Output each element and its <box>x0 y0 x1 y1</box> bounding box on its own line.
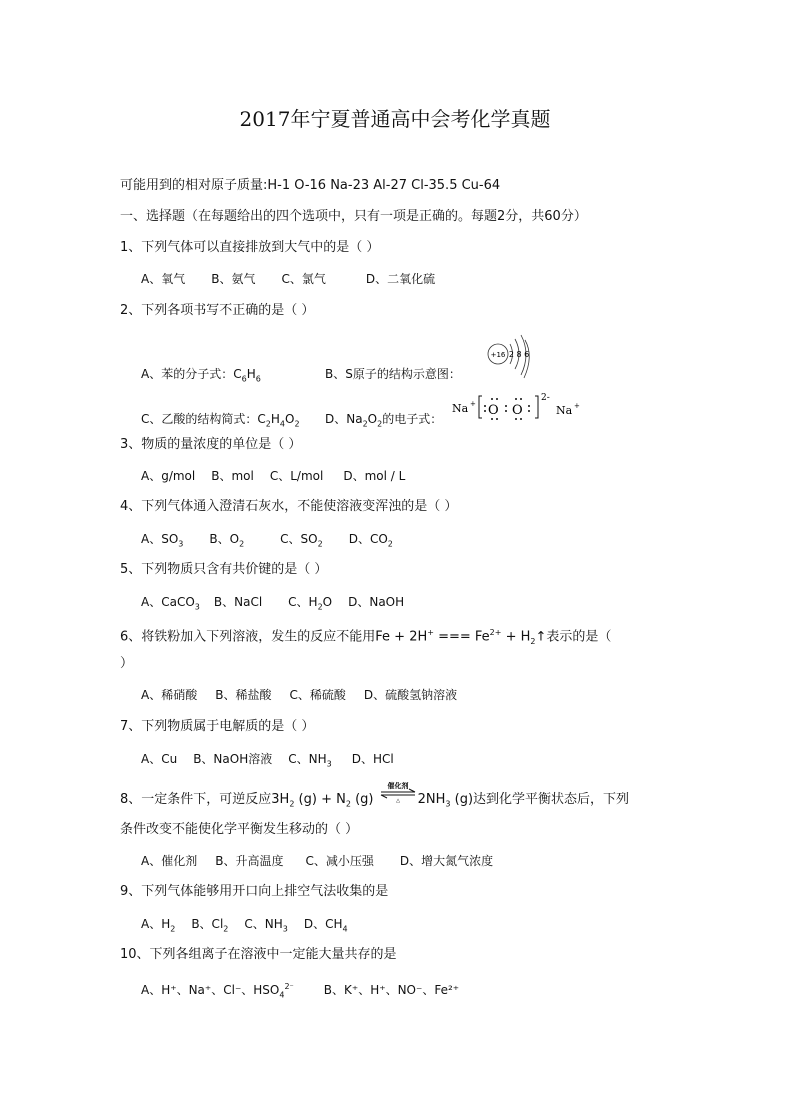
question-8-stem: 8、一定条件下，可逆反应$3H_2$ $(g) + N_2$ (g) 催化剂 △ $2NH_3$ (g)达到化学平衡状态后，下列 <box>120 782 630 809</box>
question-5-stem: 5、下列物质只含有共价键的是（ ） <box>120 562 328 577</box>
option-a: A、催化剂 <box>141 854 198 868</box>
question-8-options <box>141 852 519 870</box>
option-d: D、硫酸氢钠溶液 <box>363 688 458 702</box>
option-d: D、HCl <box>351 752 394 766</box>
question-7-options <box>141 750 420 773</box>
question-10-options <box>141 978 485 1004</box>
question-8-stem-cont: 条件改变不能使化学平衡发生移动的（ ） <box>120 822 359 837</box>
option-a: A、g/mol <box>141 469 196 483</box>
option-d: D、NaOH <box>348 595 405 609</box>
option-c: C、$SO_2$ <box>280 532 323 549</box>
option-b: B、$Cl_2$ <box>191 917 229 934</box>
shell-label: 2 8 6 <box>508 350 530 359</box>
option-a: A、H⁺、Na⁺、Cl⁻、$HSO_4^{2^-}$ <box>141 982 294 1000</box>
option-b: B、升高温度 <box>215 854 284 868</box>
question-1-stem: 1、下列气体可以直接排放到大气中的是（ ） <box>120 240 380 255</box>
svg-text:O: O <box>488 403 499 418</box>
svg-text:Na: Na <box>452 402 469 415</box>
question-3-options <box>141 467 431 485</box>
svg-text:△: △ <box>395 798 400 803</box>
question-5-options <box>141 593 430 616</box>
question-2-option-b: B、S原子的结构示意图： <box>325 367 461 381</box>
option-c: C、减小压强 <box>305 854 374 868</box>
question-2-stem: 2、下列各项书写不正确的是（ ） <box>120 303 315 318</box>
sulfur-atom-diagram <box>484 332 540 382</box>
section-heading: 一、选择题（在每题给出的四个选项中，只有一项是正确的。每题2分，共60分） <box>120 209 587 224</box>
option-c: C、$H_2O$ <box>288 595 333 612</box>
question-9-options <box>141 915 374 938</box>
option-c: C、$NH_3$ <box>288 752 332 769</box>
option-a: A、稀硝酸 <box>141 688 198 702</box>
question-1-options <box>141 270 461 288</box>
question-3-stem: 3、物质的量浓度的单位是（ ） <box>120 437 302 452</box>
option-b: B、NaCl <box>213 595 263 609</box>
question-7-stem: 7、下列物质属于电解质的是（ ） <box>120 719 315 734</box>
option-c: C、$NH_3$ <box>244 917 288 934</box>
option-d: D、二氧化硫 <box>365 272 436 286</box>
option-d: D、$CH_4$ <box>303 917 348 934</box>
option-c: C、稀硫酸 <box>289 688 346 702</box>
question-2-option-d: D、$Na_2O_2$的电子式： <box>325 412 443 429</box>
svg-text:+: + <box>574 402 580 410</box>
option-a: A、$H_2$ <box>141 917 176 934</box>
question-2-option-a: A、苯的分子式：$C_6H_6$ <box>141 367 261 384</box>
option-d: D、$CO_2$ <box>348 532 393 549</box>
question-6-stem-cont: ） <box>120 656 134 671</box>
option-b: B、稀盐酸 <box>215 688 272 702</box>
question-4-options <box>141 530 419 553</box>
nucleus-label: +16 <box>490 351 506 359</box>
peroxide-electron-formula <box>450 388 590 424</box>
svg-text:2-: 2- <box>541 393 550 403</box>
option-b: B、$O_2$ <box>209 532 245 549</box>
option-a: A、氧气 <box>141 272 186 286</box>
svg-text:Na: Na <box>556 404 573 417</box>
question-6-options <box>141 686 483 704</box>
question-10-stem: 10、下列各组离子在溶液中一定能大量共存的是 <box>120 947 397 962</box>
atomic-mass-line: 可能用到的相对原子质量:H-1 O-16 Na-23 Al-27 Cl-35.5 Cu-64 <box>120 178 501 193</box>
option-a: A、Cu <box>141 752 178 766</box>
option-b: B、K⁺、H⁺、NO⁻、Fe²⁺ <box>323 983 460 997</box>
option-d: D、增大氮气浓度 <box>399 854 494 868</box>
page-title: 2017年宁夏普通高中会考化学真题 <box>239 107 551 131</box>
option-a: A、$SO_3$ <box>141 532 184 549</box>
option-c: C、L/mol <box>269 469 324 483</box>
svg-text:O: O <box>512 403 523 418</box>
option-c: C、氯气 <box>281 272 326 286</box>
question-2-option-c: C、乙酸的结构简式：$C_2H_4O_2$ <box>141 412 300 429</box>
option-b: B、mol <box>211 469 254 483</box>
catalyst-label: 催化剂 <box>387 782 409 790</box>
question-4-stem: 4、下列气体通入澄清石灰水，不能使溶液变浑浊的是（ ） <box>120 499 458 514</box>
option-a: A、CaCO$_3$ <box>141 595 200 612</box>
question-9-stem: 9、下列气体能够用开口向上排空气法收集的是 <box>120 884 389 899</box>
svg-text:+: + <box>470 400 476 408</box>
option-b: B、氨气 <box>211 272 256 286</box>
question-6-stem: 6、将铁粉加入下列溶液，发生的反应不能用Fe + 2H+ === $Fe^{2+}$ + $H_2↑$表示的是（ <box>120 628 612 646</box>
reversible-arrow <box>378 782 418 809</box>
option-b: B、NaOH溶液 <box>193 752 273 766</box>
option-d: D、mol / L <box>343 469 406 483</box>
